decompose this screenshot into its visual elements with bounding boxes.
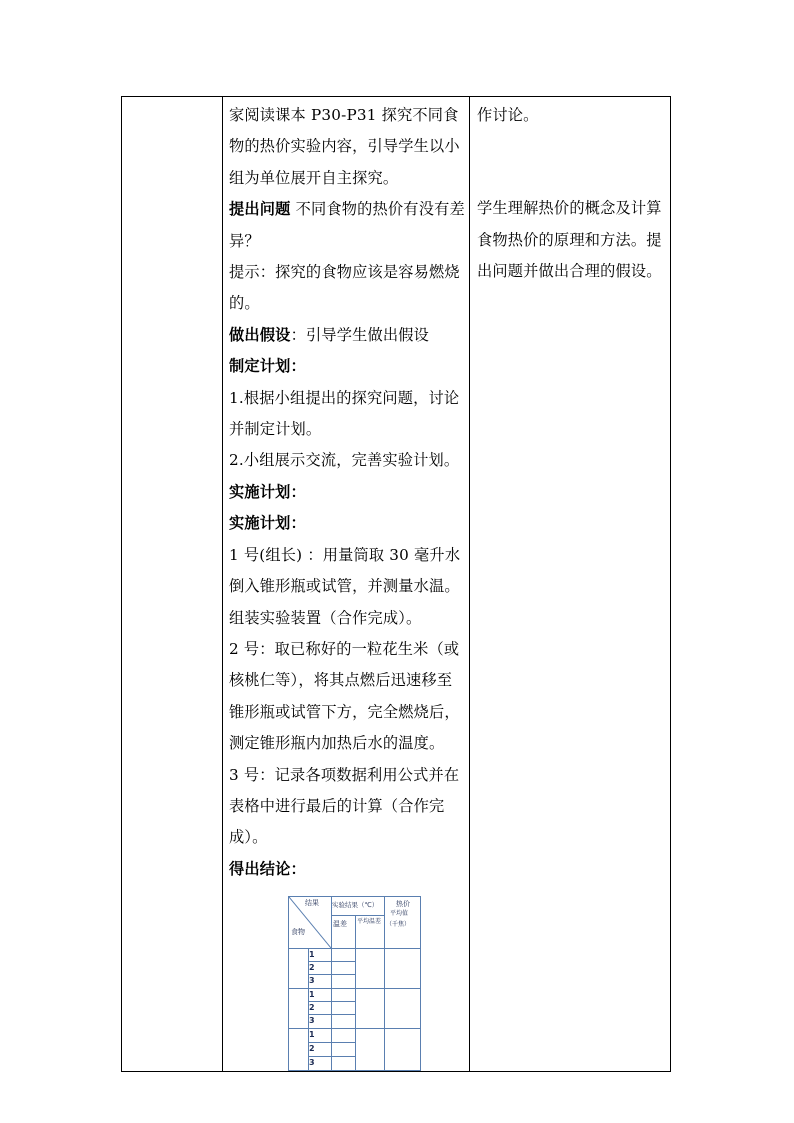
table-row-line <box>308 1042 355 1043</box>
trial-number: 3 <box>309 976 315 985</box>
column-divider-left <box>222 96 223 1072</box>
experiment-result-header: 实验结果（℃） <box>332 901 379 909</box>
student-activity-column <box>477 100 667 288</box>
trial-number: 1 <box>309 950 315 959</box>
question-label: 提出问题 <box>229 200 291 219</box>
heat-average-header: 平均值 <box>390 910 409 917</box>
heat-unit-header: （千焦） <box>386 921 411 928</box>
trial-number: 1 <box>309 1030 315 1039</box>
table-divider <box>331 897 332 1070</box>
trial-number: 3 <box>309 1058 315 1067</box>
teacher-activity-column <box>229 100 465 885</box>
role-3-text: 3 号：记录各项数据利用公式并在表格中进行最后的计算（合作完成）。 <box>229 765 460 847</box>
implement-heading-repeat: 实施计划： <box>229 514 306 533</box>
trial-number: 2 <box>309 963 315 972</box>
table-row-line <box>308 1001 355 1002</box>
trial-number: 2 <box>309 1003 315 1012</box>
hypothesis-paragraph <box>229 320 465 351</box>
table-divider <box>384 897 385 1070</box>
hint-text: 提示：探究的食物应该是容易燃烧的。 <box>229 263 460 313</box>
plan-heading: 制定计划： <box>229 357 306 376</box>
hypothesis-label: 做出假设 <box>229 325 291 344</box>
avg-temp-diff-header: 平均温差 <box>357 918 382 925</box>
discussion-text: 作讨论。 <box>477 106 539 124</box>
table-row-line <box>308 974 355 975</box>
table-divider <box>331 915 384 916</box>
role-1-text: 1 号(组长) ：用量筒取 30 毫升水倒入锥形瓶或试管，并测量水温。组装实验装置（合作完成）。 <box>229 545 461 627</box>
trial-number: 3 <box>309 1016 315 1025</box>
hypothesis-text: ：引导学生做出假设 <box>290 325 430 344</box>
column-divider-right <box>469 96 470 1072</box>
table-row-line <box>308 1014 355 1015</box>
trial-number: 2 <box>309 1044 315 1053</box>
corner-food-label: 食物 <box>291 928 305 936</box>
understanding-text: 学生理解热价的概念及计算食物热价的原理和方法。提出问题并做出合理的假设。 <box>477 199 662 281</box>
question-text: 不同食物的热价有没有差异？ <box>229 200 465 250</box>
results-table-image <box>288 896 421 1071</box>
table-group-line <box>288 1028 421 1029</box>
conclusion-heading: 得出结论： <box>229 859 306 878</box>
intro-text: 家阅读课本 P30-P31 探究不同食物的热价实验内容，引导学生以小组为单位展开自主探究。 <box>229 106 460 187</box>
temp-diff-header: 温差 <box>333 920 347 928</box>
table-group-line <box>288 988 421 989</box>
heat-value-header: 热价 <box>396 900 410 908</box>
plan-step-1: 1.根据小组提出的探究问题，讨论并制定计划。 <box>229 388 460 439</box>
implement-heading: 实施计划： <box>229 482 306 501</box>
table-divider <box>355 915 356 1070</box>
table-row-line <box>308 1056 355 1057</box>
corner-result-label: 结果 <box>305 899 319 907</box>
question-paragraph <box>229 194 465 257</box>
table-row-line <box>308 961 355 962</box>
plan-step-2: 2.小组展示交流，完善实验计划。 <box>229 451 460 470</box>
role-2-text: 2 号：取已称好的一粒花生米（或核桃仁等），将其点燃后迅速移至锥形瓶或试管下方，完全燃烧后，测定锥形瓶内加热后水的温度。 <box>229 639 460 753</box>
trial-number: 1 <box>309 990 315 999</box>
